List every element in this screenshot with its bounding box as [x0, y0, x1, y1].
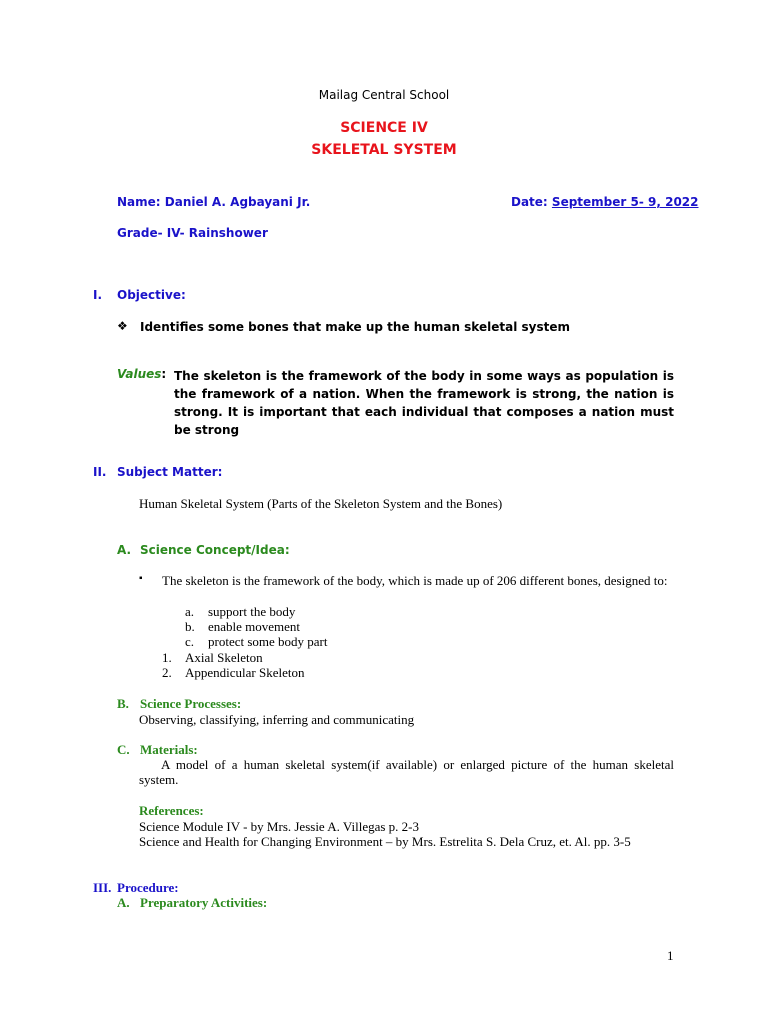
- preparatory-heading: Preparatory Activities:: [140, 895, 268, 910]
- subitem-text: protect some body part: [208, 634, 328, 649]
- objective-numeral: I.: [93, 288, 103, 302]
- date-value: September 5- 9, 2022: [551, 195, 699, 209]
- school-name: Mailag Central School: [318, 88, 450, 102]
- subject-matter-numeral: II.: [93, 465, 107, 479]
- subject-matter-text: Human Skeletal System (Parts of the Skeleton System and the Bones): [139, 496, 503, 511]
- subject-title: SCIENCE IV: [340, 120, 428, 136]
- reference-item: Science Module IV - by Mrs. Jessie A. Villegas p. 2-3: [139, 819, 420, 834]
- procedure-numeral: III.: [93, 880, 112, 895]
- concept-text: The skeleton is the framework of the body, which is made up of 206 different bones, designed to:: [162, 573, 668, 588]
- materials-heading: Materials:: [140, 742, 198, 757]
- subitem-text: enable movement: [208, 619, 301, 634]
- subitem-marker: c.: [185, 634, 195, 649]
- preparatory-letter: A.: [117, 895, 130, 910]
- topic-title: SKELETAL SYSTEM: [311, 142, 457, 158]
- concept-heading: Science Concept/Idea:: [140, 543, 290, 557]
- materials-text: A model of a human skeletal system(if available) or enlarged picture of the human skeletal system.: [139, 757, 674, 787]
- numbered-marker: 1.: [162, 650, 172, 665]
- processes-letter: B.: [117, 696, 129, 711]
- grade-section: Grade- IV- Rainshower: [117, 226, 268, 240]
- objective-item: Identifies some bones that make up the human skeletal system: [140, 320, 570, 334]
- objective-heading: Objective:: [117, 288, 186, 302]
- numbered-marker: 2.: [162, 665, 172, 680]
- materials-letter: C.: [117, 742, 130, 757]
- student-name: Name: Daniel A. Agbayani Jr.: [117, 195, 311, 209]
- processes-text: Observing, classifying, inferring and communicating: [139, 712, 415, 727]
- procedure-heading: Procedure:: [117, 880, 179, 895]
- subject-matter-heading: Subject Matter:: [117, 465, 223, 479]
- processes-heading: Science Processes:: [140, 696, 242, 711]
- square-bullet-icon: ▪: [139, 573, 143, 584]
- subitem-marker: b.: [185, 619, 195, 634]
- numbered-item: Axial Skeleton: [185, 650, 263, 665]
- date-label: Date:: [511, 195, 548, 209]
- values-label: Values:: [117, 367, 167, 381]
- subitem-marker: a.: [185, 604, 195, 619]
- diamond-bullet-icon: ❖: [117, 319, 128, 333]
- references-heading: References:: [139, 803, 204, 818]
- concept-letter: A.: [117, 543, 132, 557]
- subitem-text: support the body: [208, 604, 296, 619]
- values-text: The skeleton is the framework of the body in some ways as population is the framework of a nation. When the framework is strong, the nation is strong. It is important that each individual that composes a nation must be strong: [174, 369, 674, 437]
- reference-item: Science and Health for Changing Environment – by Mrs. Estrelita S. Dela Cruz, et. Al. pp. 3-5: [139, 834, 631, 849]
- date-field: [511, 195, 699, 209]
- page-number: 1: [667, 948, 674, 963]
- numbered-item: Appendicular Skeleton: [185, 665, 305, 680]
